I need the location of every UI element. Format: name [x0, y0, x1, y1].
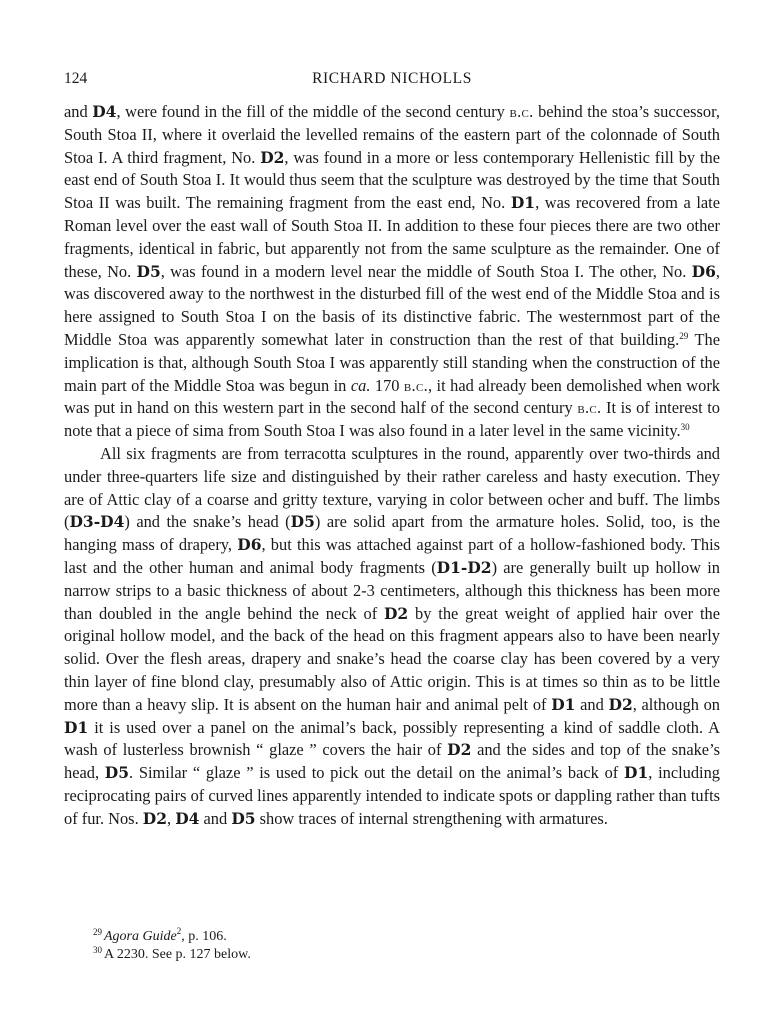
small-caps-date: b.c. [577, 398, 602, 418]
paragraph-1: and D4, were found in the fill of the middle of the second century b.c. behind the stoa’s successor, South Stoa II, where it overlaid the levelled remains of the eastern part of the colonnade of South Stoa I. A third fragment, No. D2, was found in a more or less contemporary Hellenistic fill by the east end of South Stoa I. It would thus seem that the sculpture was destroyed by the time that South Stoa II was built. The remaining fragment from the east end, No. D1, was recovered from a late Roman level over the east wall of South Stoa II. In addition to these four pieces there are two other fragments, identical in fabric, but apparently not from the same sculpture as the remainder. One of these, No. D5, was found in a modern level near the middle of South Stoa I. The other, No. D6, was discovered away to the northwest in the disturbed fill of the west end of the Middle Stoa and is here assigned to South Stoa I on the basis of its distinctive fabric. The westernmost part of the Middle Stoa was apparently somewhat later in construction than the rest of that building.$^{29}$ The implication is that, although South Stoa I was apparently still standing when the construction of the main part of the Middle Stoa was begun in ca. 170 b.c., it had already been demolished when work was put in hand on this western part in the second half of the second century b.c. It is of interest to note that a piece of sima from South Stoa I was also found in a later level in the same vicinity.$^{30}$ [64, 102, 720, 441]
page-number: 124 [64, 70, 88, 87]
footnote-30: $^{30}$ A 2230. See p. 127 below. [93, 944, 251, 962]
catalog-ref: D6 [237, 535, 262, 555]
catalog-ref: D2 [447, 740, 472, 760]
catalog-ref: D4 [92, 102, 117, 121]
catalog-ref: D6 [691, 261, 716, 281]
footnote-title: Agora Guide [104, 929, 177, 944]
italic-term: ca. [350, 375, 371, 395]
catalog-ref: D2 [142, 808, 167, 828]
footnote-marker: 30 [680, 422, 690, 433]
small-caps-date: b.c. [403, 375, 428, 395]
catalog-ref: D3-D4 [69, 512, 125, 532]
footnote-number: 30 [93, 944, 102, 955]
edition-superscript: 2 [176, 926, 182, 936]
page-header [64, 70, 720, 90]
running-head: RICHARD NICHOLLS [312, 70, 472, 87]
catalog-ref: D1 [551, 694, 576, 714]
small-caps-date: b.c. [509, 102, 534, 121]
catalog-ref: D5 [104, 763, 130, 783]
catalog-ref: D1 [510, 193, 536, 213]
catalog-ref: D2 [260, 147, 285, 167]
footnote-number: 29 [93, 927, 102, 937]
body-text [64, 101, 720, 831]
footnotes [93, 928, 693, 963]
catalog-ref: D1 [64, 717, 89, 737]
catalog-ref: D5 [231, 808, 256, 828]
footnote-marker: 29 [679, 330, 689, 341]
footnote-29: $^{29}$ Agora Guide$^2$, p. 106. [93, 926, 227, 944]
catalog-ref: D4 [175, 808, 200, 828]
catalog-ref: D1-D2 [436, 557, 492, 577]
paragraph-2: All six fragments are from terracotta sculptures in the round, apparently over two-thirds and under three-quarters life size and distinguished by their rather careless and hasty execution. They are of Attic clay of a coarse and gritty texture, varying in color between ocher and buff. The limbs (D3-D4) and the snake’s head (D5) are solid apart from the armature holes. Solid, too, is the hanging mass of drapery, D6, but this was attached against part of a hollow-fashioned body. This last and the other human and animal body fragments (D1-D2) are generally built up hollow in narrow strips to a basic thickness of about 2-3 centimeters, although this thickness has been more than doubled in the angle behind the neck of D2 by the great weight of applied hair over the original hollow model, and the back of the head on this fragment appears also to have been nearly solid. Over the flesh areas, drapery and snake’s head the coarse clay has been covered by a very thin layer of fine blond clay, presumably also of Attic origin. This is at times so thin as to be little more than a heavy slip. It is absent on the human hair and animal pelt of D1 and D2, although on D1 it is used over a panel on the animal’s back, possibly representing a kind of saddle cloth. A wash of lusterless brownish “ glaze ” covers the hair of D2 and the sides and top of the snake’s head, D5. Similar “ glaze ” is used to pick out the detail on the animal’s back of D1, including reciprocating pairs of curved lines apparently intended to indicate spots or dappling rather than tufts of fur. Nos. D2, D4 and D5 show traces of internal strengthening with armatures. [64, 443, 721, 828]
catalog-ref: D2 [383, 603, 409, 623]
catalog-ref: D5 [290, 512, 315, 532]
catalog-ref: D1 [624, 763, 649, 783]
catalog-ref: D2 [608, 694, 633, 714]
catalog-ref: D5 [136, 261, 161, 281]
